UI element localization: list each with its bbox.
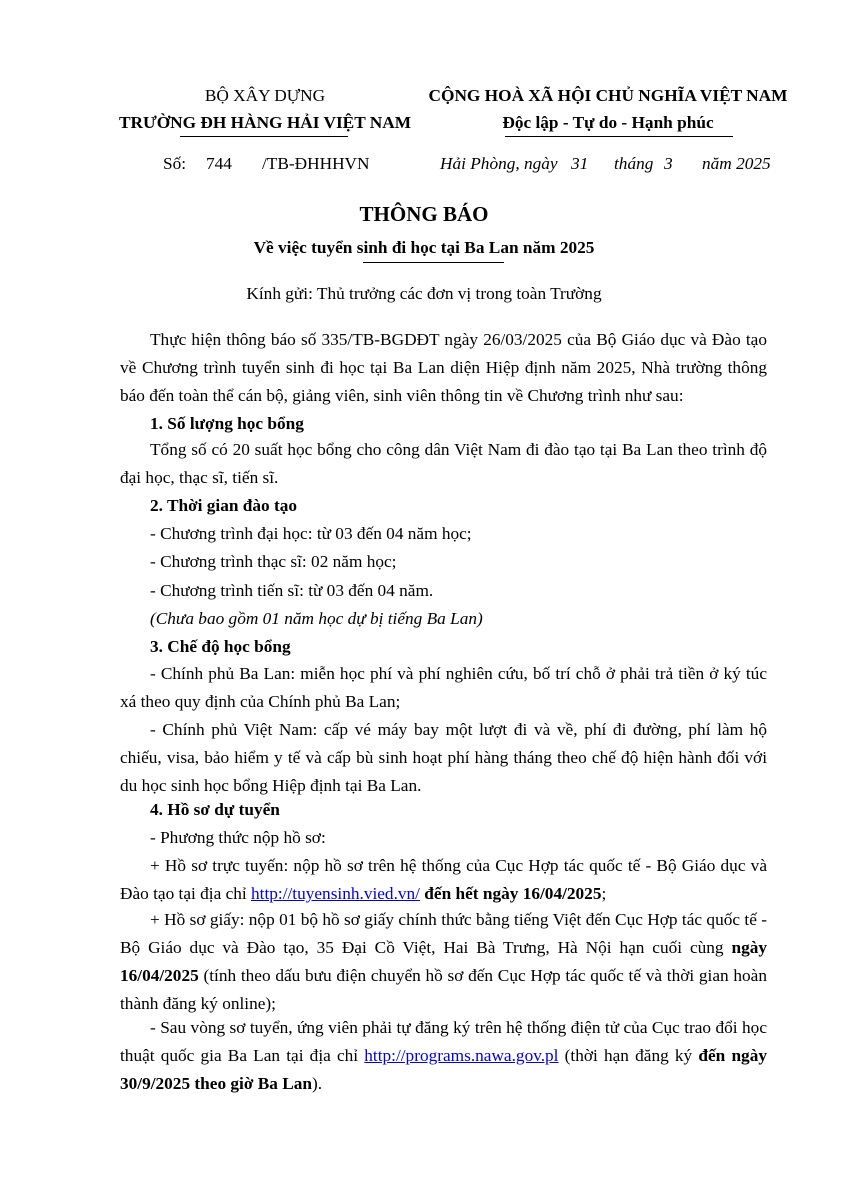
doc-number-value: 744 (206, 154, 232, 173)
training-item: - Chương trình đại học: từ 03 đến 04 năm học; (150, 524, 472, 543)
date-month: 3 (664, 154, 673, 173)
section-4-heading: 4. Hồ sơ dự tuyển (150, 800, 280, 819)
online-application: + Hồ sơ trực tuyến: nộp hồ sơ trên hệ thống của Cục Hợp tác quốc tế - Bộ Giáo dục và Đào tạo tại địa chỉ http://tuyensinh.vied.vn/ đến hết ngày 16/04/2025; (120, 856, 767, 903)
date-month-label: tháng (614, 154, 654, 173)
date-day: 31 (571, 154, 589, 173)
section-3-heading: 3. Chế độ học bổng (150, 637, 291, 656)
section-1-text: Tổng số có 20 suất học bổng cho công dân Việt Nam đi đào tạo tại Ba Lan theo trình độ đại học, thạc sĩ, tiến sĩ. (120, 440, 767, 487)
subtitle-underline (363, 262, 504, 263)
section-1-heading: 1. Số lượng học bổng (150, 414, 304, 433)
vied-link[interactable]: http://tuyensinh.vied.vn/ (251, 884, 420, 903)
doc-number-label: Số: (163, 154, 187, 173)
scholarship-vietnam: - Chính phủ Việt Nam: cấp vé máy bay một lượt đi và về, phí đi đường, phí làm hộ chiếu, visa, bảo hiểm y tế và cấp bù sinh hoạt phí hàng tháng theo chế độ hiện hành đối với du học sinh học bổng Hiệp định tại Ba Lan. (120, 720, 767, 795)
post-screening-registration: - Sau vòng sơ tuyển, ứng viên phải tự đăng ký trên hệ thống điện tử của Cục trao đổi học thuật quốc gia Ba Lan tại địa chỉ http://programs.nawa.gov.pl (thời hạn đăng ký đến ngày 30/9/2025 theo giờ Ba Lan). (120, 1018, 767, 1093)
document-title: THÔNG BÁO (359, 202, 489, 226)
motto-underline (505, 136, 733, 137)
nawa-link[interactable]: http://programs.nawa.gov.pl (364, 1046, 559, 1065)
ministry-name: BỘ XÂY DỰNG (204, 86, 326, 105)
motto: Độc lập - Tự do - Hạnh phúc (502, 113, 714, 132)
date-year: năm 2025 (702, 154, 771, 173)
submission-method: - Phương thức nộp hồ sơ: (150, 828, 326, 847)
training-item: - Chương trình thạc sĩ: 02 năm học; (150, 552, 397, 571)
training-note: (Chưa bao gồm 01 năm học dự bị tiếng Ba Lan) (150, 609, 483, 628)
intro-paragraph: Thực hiện thông báo số 335/TB-BGDĐT ngày 26/03/2025 của Bộ Giáo dục và Đào tạo về Chương trình tuyển sinh đi học tại Ba Lan diện Hiệp định năm 2025, Nhà trường thông báo đến toàn thể cán bộ, giảng viên, sinh viên thông tin về Chương trình như sau: (120, 330, 767, 405)
school-name: TRƯỜNG ĐH HÀNG HẢI VIỆT NAM (118, 113, 412, 132)
document-subtitle: Về việc tuyển sinh đi học tại Ba Lan năm 2025 (253, 238, 595, 257)
recipient-line: Kính gửi: Thủ trưởng các đơn vị trong toàn Trường (246, 284, 602, 303)
training-item: - Chương trình tiến sĩ: từ 03 đến 04 năm. (150, 581, 434, 600)
paper-application: + Hồ sơ giấy: nộp 01 bộ hồ sơ giấy chính thức bằng tiếng Việt đến Cục Hợp tác quốc tế - Bộ Giáo dục và Đào tạo, 35 Đại Cồ Việt, Hai Bà Trưng, Hà Nội hạn cuối cùng ngày 16/04/2025 (tính theo dấu bưu điện chuyển hồ sơ đến Cục Hợp tác quốc tế và thời gian hoàn thành đăng ký online); (120, 910, 767, 1013)
school-underline (180, 136, 348, 137)
date-place: Hải Phòng, ngày (440, 154, 558, 173)
country-name: CỘNG HOÀ XÃ HỘI CHỦ NGHĨA VIỆT NAM (428, 86, 788, 105)
section-2-heading: 2. Thời gian đào tạo (150, 496, 298, 515)
doc-number-suffix: /TB-ĐHHHVN (262, 154, 370, 173)
scholarship-poland: - Chính phủ Ba Lan: miễn học phí và phí nghiên cứu, bố trí chỗ ở phải trả tiền ở ký túc xá theo quy định của Chính phủ Ba Lan; (120, 664, 767, 711)
